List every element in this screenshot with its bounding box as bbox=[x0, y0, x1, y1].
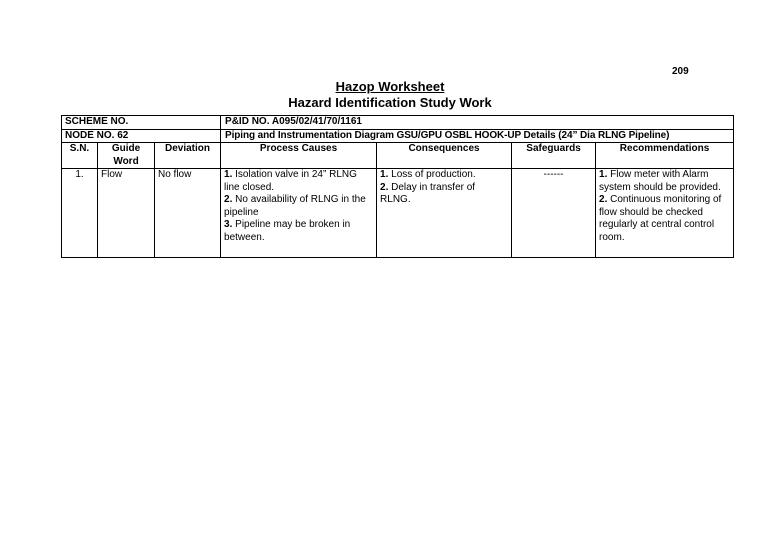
col-header-process-causes: Process Causes bbox=[221, 143, 377, 169]
col-header-safeguards: Safeguards bbox=[512, 143, 596, 169]
cell-recommendations bbox=[596, 169, 734, 258]
recommendation-text: Continuous monitoring of flow should be checked regularly at central control room. bbox=[599, 194, 722, 243]
cell-deviation: No flow bbox=[155, 169, 221, 258]
cell-guide-word: Flow bbox=[98, 169, 155, 258]
col-header-consequences: Consequences bbox=[377, 143, 512, 169]
node-row bbox=[62, 129, 734, 143]
recommendation-number: 2. bbox=[599, 194, 608, 205]
col-header-deviation: Deviation bbox=[155, 143, 221, 169]
cause-text: No availability of RLNG in the pipeline bbox=[224, 194, 366, 218]
cause-item bbox=[224, 169, 373, 194]
consequence-text: Loss of production. bbox=[388, 169, 476, 180]
cause-text: Isolation valve in 24” RLNG line closed. bbox=[224, 169, 357, 193]
cause-number: 3. bbox=[224, 219, 233, 230]
col-header-recommendations: Recommendations bbox=[596, 143, 734, 169]
table-row bbox=[62, 169, 734, 258]
recommendation-number: 1. bbox=[599, 169, 608, 180]
scheme-row bbox=[62, 116, 734, 130]
node-label: NODE NO. 62 bbox=[62, 129, 221, 143]
cell-process-causes bbox=[221, 169, 377, 258]
consequence-item bbox=[380, 169, 508, 182]
cause-number: 2. bbox=[224, 194, 233, 205]
cause-number: 1. bbox=[224, 169, 233, 180]
recommendation-text: Flow meter with Alarm system should be provided. bbox=[599, 169, 721, 193]
cell-safeguards: ------ bbox=[512, 169, 596, 258]
recommendation-item bbox=[599, 194, 730, 244]
recommendation-item bbox=[599, 169, 730, 194]
consequence-number: 2. bbox=[380, 181, 389, 193]
cause-item bbox=[224, 194, 373, 219]
cause-item bbox=[224, 219, 373, 244]
column-header-row bbox=[62, 143, 734, 169]
consequence-number: 1. bbox=[380, 169, 389, 180]
col-header-sn: S.N. bbox=[62, 143, 98, 169]
col-header-guide-word: Guide Word bbox=[98, 143, 155, 169]
worksheet-title: Hazop Worksheet bbox=[335, 79, 445, 94]
cell-sn: 1. bbox=[62, 169, 98, 258]
hazop-table bbox=[61, 115, 734, 258]
scheme-value: P&ID NO. A095/02/41/70/1161 bbox=[221, 116, 734, 130]
consequence-item bbox=[380, 182, 508, 207]
node-value: Piping and Instrumentation Diagram GSU/GPU OSBL HOOK-UP Details (24” Dia RLNG Pipeline) bbox=[221, 129, 734, 143]
cause-text: Pipeline may be broken in between. bbox=[224, 219, 351, 243]
consequence-text: Delay in transfer of RLNG. bbox=[380, 181, 476, 205]
worksheet-subtitle: Hazard Identification Study Work bbox=[288, 95, 492, 110]
scheme-label: SCHEME NO. bbox=[62, 116, 221, 130]
cell-consequences bbox=[377, 169, 512, 258]
page-number: 209 bbox=[672, 66, 689, 77]
